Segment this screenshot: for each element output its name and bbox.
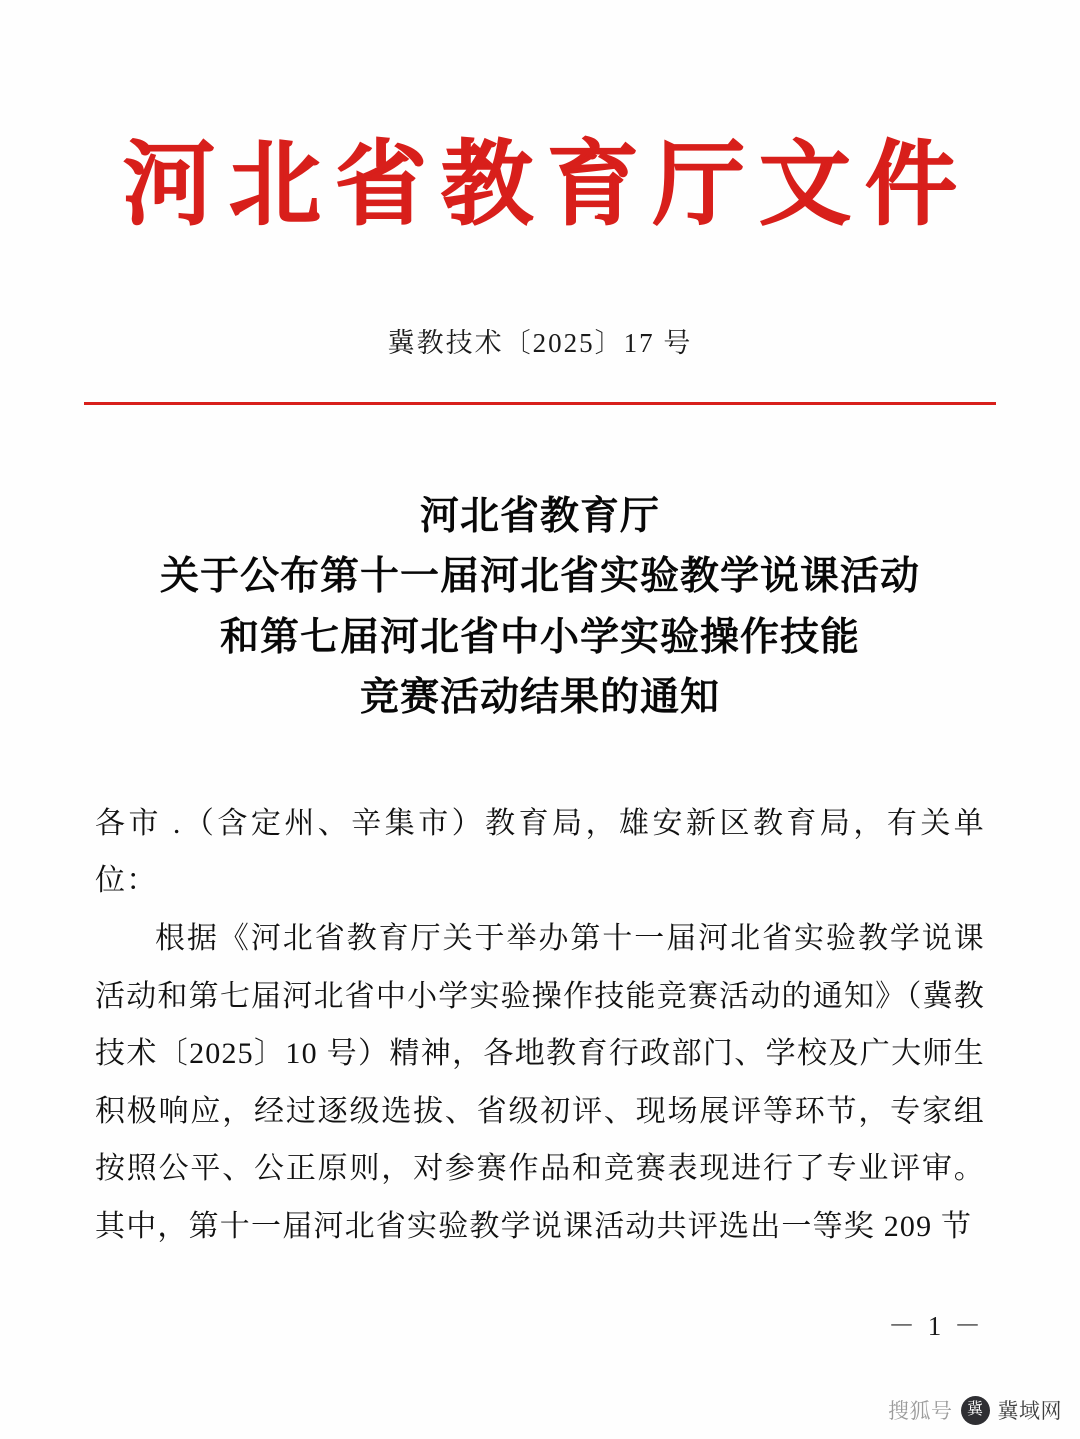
- body-paragraph-main: 根据《河北省教育厅关于举办第十一届河北省实验教学说课活动和第七届河北省中小学实验操作技能竞赛活动的通知》（冀教技术〔2025〕10 号）精神，各地教育行政部门、学校及广大师生积极响应，经过逐级选拔、省级初评、现场展评等环节，专家组按照公平、公正原则，对参赛作品和竞赛表现进行了专业评审。其中，第十一届河北省实验教学说课活动共评选出一等奖 209 节: [95, 921, 985, 1243]
- masthead: [0, 0, 1080, 243]
- document-title: [0, 487, 1080, 729]
- title-line-1: 河北省教育厅: [419, 495, 660, 538]
- masthead-title: 河北省教育厅文件: [122, 134, 971, 236]
- source-watermark: [888, 1395, 1062, 1425]
- page-number: － 1 －: [888, 1311, 984, 1341]
- body-paragraph-addressee: 各市 .（含定州、辛集市）教育局，雄安新区教育局，有关单位：: [95, 806, 985, 898]
- title-line-4: 竞赛活动结果的通知: [359, 676, 720, 720]
- title-line-3: 和第七届河北省中小学实验操作技能: [219, 615, 860, 659]
- source-platform-label: 搜狐号: [888, 1400, 953, 1423]
- red-divider-rule: [84, 402, 996, 405]
- document-body: [95, 795, 985, 1256]
- source-account-name: 冀域网: [997, 1400, 1062, 1423]
- title-line-2: 关于公布第十一届河北省实验教学说课活动: [159, 555, 920, 599]
- avatar: 冀: [961, 1396, 990, 1425]
- document-number: 冀教技术〔2025〕17 号: [387, 328, 693, 358]
